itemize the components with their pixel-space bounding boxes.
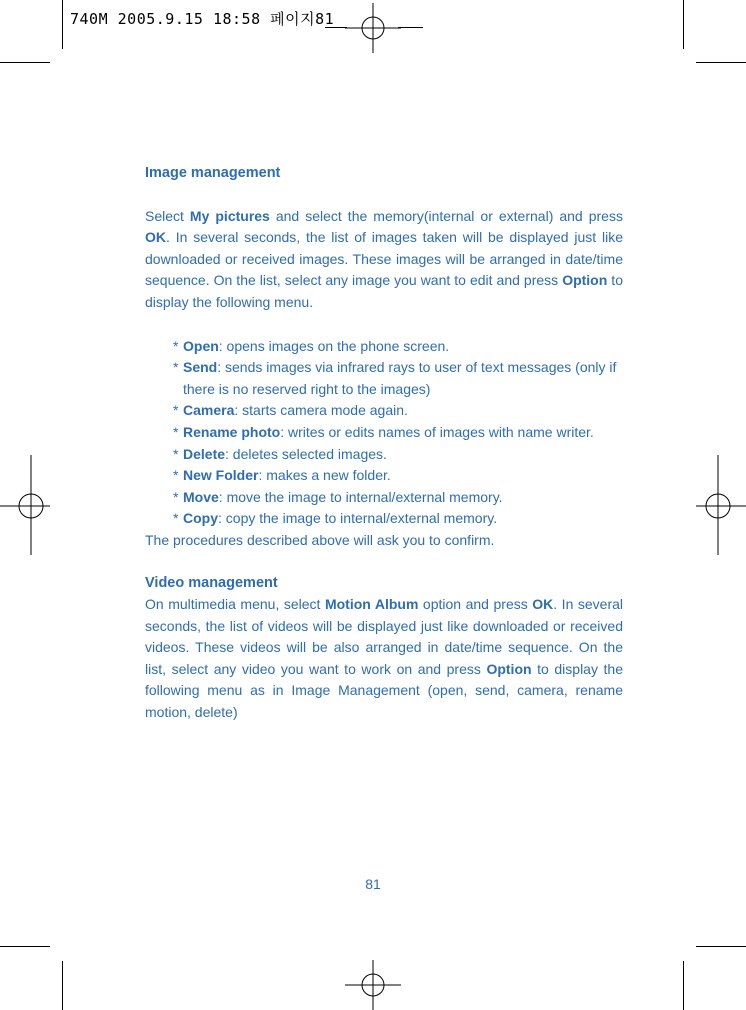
video-body-text-run: to display the following menu as in Image Management (open, send, camera, rename motion, delete) xyxy=(145,660,623,721)
confirm-note: The procedures described above will ask you to confirm. xyxy=(145,531,495,548)
menu-option-item xyxy=(173,465,623,487)
menu-option-description: : opens images on the phone screen. xyxy=(218,337,450,354)
page-content xyxy=(145,163,623,724)
bullet-asterisk: * xyxy=(173,402,179,419)
menu-option-name: Copy xyxy=(183,510,218,527)
image-intro-bold-term: My pictures xyxy=(189,207,270,224)
bullet-asterisk: * xyxy=(173,510,179,527)
menu-option-item xyxy=(173,422,623,444)
registration-mark-bottom-icon xyxy=(345,960,401,1010)
print-slug: 740M 2005.9.15 18:58 페이지81 xyxy=(70,10,335,28)
menu-option-item xyxy=(173,357,623,400)
page-number: 81 xyxy=(365,876,381,892)
video-body-bold-term: Option xyxy=(486,660,532,677)
registration-mark-left-icon xyxy=(0,455,50,555)
bullet-asterisk: * xyxy=(173,359,179,376)
image-intro-text-run: to display the following menu. xyxy=(145,272,623,310)
menu-option-name: Delete xyxy=(183,445,226,462)
menu-option-description: : deletes selected images. xyxy=(225,445,387,462)
image-intro-bold-term: OK xyxy=(145,229,166,246)
video-body-bold-term: Motion Album xyxy=(324,596,419,613)
menu-option-name: New Folder xyxy=(183,467,259,484)
crop-mark-br-horizontal xyxy=(696,946,746,947)
video-management-body xyxy=(145,594,623,724)
menu-option-description: : makes a new folder. xyxy=(258,467,391,484)
menu-option-name: Open xyxy=(183,337,219,354)
menu-option-item xyxy=(173,336,623,358)
crop-mark-br-vertical xyxy=(683,961,684,1010)
crop-mark-tl-vertical xyxy=(62,0,63,49)
menu-option-name: Camera xyxy=(183,402,235,419)
menu-option-item xyxy=(173,444,623,466)
image-intro-text-run: . In several seconds, the list of images taken will be displayed just like downloaded or received images. These images will be arranged in date/time sequence. On the list, select any image you want to edit and press xyxy=(145,229,623,289)
menu-option-name: Rename photo xyxy=(183,423,281,440)
menu-option-description: : copy the image to internal/external memory. xyxy=(218,510,498,527)
image-intro-bold-term: Option xyxy=(562,272,608,289)
image-option-menu-list xyxy=(145,336,623,530)
menu-option-item xyxy=(173,400,623,422)
image-management-heading: Image management xyxy=(145,165,281,181)
bullet-asterisk: * xyxy=(173,467,179,484)
bullet-asterisk: * xyxy=(173,423,179,440)
menu-option-name: Send xyxy=(183,359,218,376)
menu-option-name: Move xyxy=(183,488,219,505)
menu-option-item xyxy=(173,508,623,530)
image-management-intro xyxy=(145,206,623,314)
menu-option-item xyxy=(173,487,623,509)
registration-mark-top-icon xyxy=(345,3,401,53)
menu-option-description: : sends images via infrared rays to user of text messages (only if there is no reserved right to the images) xyxy=(183,359,617,397)
crop-mark-tr-vertical xyxy=(683,0,684,49)
image-intro-text-run: and select the memory(internal or external) and press xyxy=(269,207,623,224)
video-body-text-run: On multimedia menu, select xyxy=(145,596,325,613)
bullet-asterisk: * xyxy=(173,337,179,354)
bullet-asterisk: * xyxy=(173,488,179,505)
crop-mark-bl-vertical xyxy=(62,961,63,1010)
video-body-text-run: . In several seconds, the list of videos will be displayed just like downloaded or received videos. These videos will be also arranged in date/time sequence. On the list, select any video you want to work on and press xyxy=(145,596,624,677)
image-intro-text-run: Select xyxy=(145,207,190,224)
menu-option-description: : starts camera mode again. xyxy=(234,402,408,419)
video-body-text-run: option and press xyxy=(418,596,533,613)
menu-option-description: : move the image to internal/external memory. xyxy=(218,488,503,505)
crop-mark-tr-horizontal xyxy=(696,62,746,63)
crop-mark-bl-horizontal xyxy=(0,946,50,947)
registration-mark-right-icon xyxy=(696,455,746,555)
video-management-heading: Video management xyxy=(145,574,278,591)
slug-rule-right xyxy=(398,27,423,28)
crop-mark-tl-horizontal xyxy=(0,62,50,63)
bullet-asterisk: * xyxy=(173,445,179,462)
menu-option-description: : writes or edits names of images with name writer. xyxy=(280,423,594,440)
video-body-bold-term: OK xyxy=(532,596,554,613)
